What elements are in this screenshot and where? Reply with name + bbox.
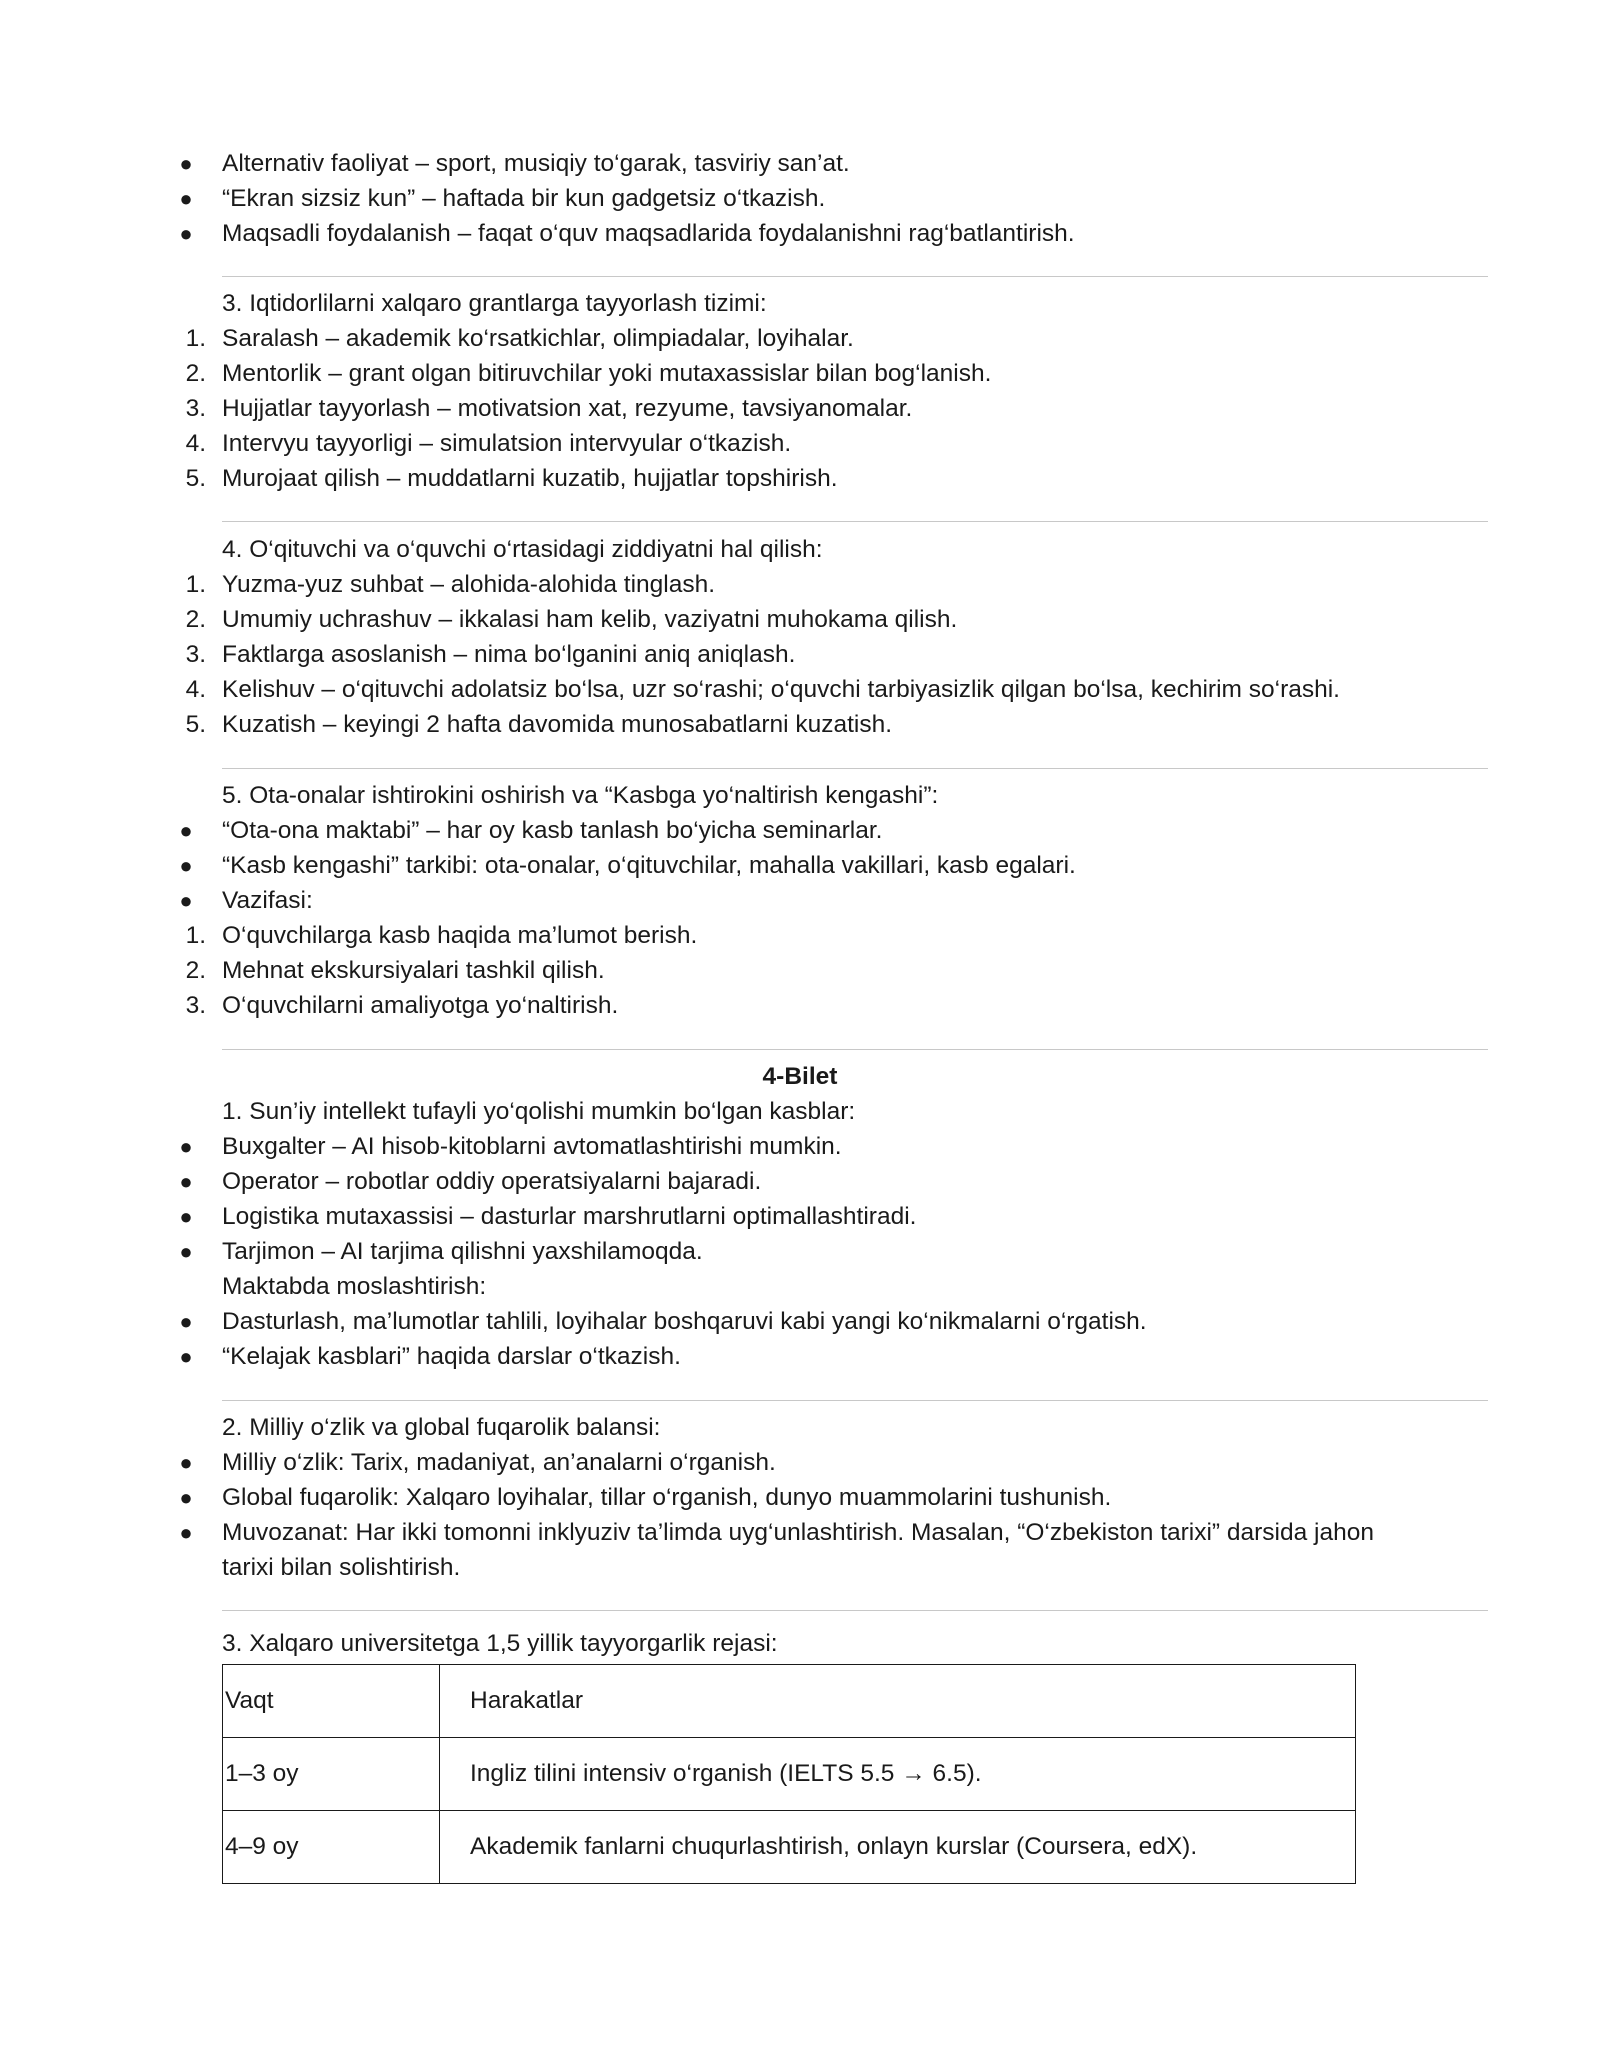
bullet-icon: ● [179,1169,193,1194]
bullet-icon: ● [179,1344,193,1369]
list-item: ● Milliy o‘zlik: Tarix, madaniyat, an’analarni o‘rganish. [0,1445,1600,1480]
divider [222,276,1488,277]
numbered-item: 3. Hujjatlar tayyorlash – motivatsion xat, rezyume, tavsiyanomalar. [185,395,913,422]
bullet-icon: ● [179,853,193,878]
numbered-item: 1. Saralash – akademik ko‘rsatkichlar, olimpiadalar, loyihalar. [185,325,854,352]
list-item: ● Muvozanat: Har ikki tomonni inklyuziv ta’limda uyg‘unlashtirish. Masalan, “O‘zbekiston tarixi” darsida jahon [0,1515,1600,1550]
bullet-icon: ● [179,1450,193,1475]
list-item: ● Alternativ faoliyat – sport, musiqiy to‘garak, tasviriy san’at. [0,146,1600,181]
bullet-icon: ● [179,818,193,843]
section-heading: 3. Iqtidorlilarni xalqaro grantlarga tayyorlash tizimi: [222,290,767,317]
numbered-item: 3. O‘quvchilarni amaliyotga yo‘naltirish. [185,992,619,1019]
numbered-item: 1. O‘quvchilarga kasb haqida ma’lumot berish. [185,922,698,949]
numbered-item: 5. Kuzatish – keyingi 2 hafta davomida munosabatlarni kuzatish. [185,711,893,738]
bullet-icon: ● [179,1485,193,1510]
divider [222,521,1488,522]
table-header-cell: Harakatlar [440,1665,1356,1738]
section-heading: 4. O‘qituvchi va o‘quvchi o‘rtasidagi ziddiyatni hal qilish: [222,536,823,563]
bullet-icon: ● [179,151,193,176]
table-cell: 4–9 oy [223,1811,440,1884]
table-header-cell: Vaqt [223,1665,440,1738]
list-item: ● Tarjimon – AI tarjima qilishni yaxshilamoqda. [0,1234,1600,1269]
numbered-item: 3. Faktlarga asoslanish – nima bo‘lganini aniq aniqlash. [185,641,796,668]
divider [222,1049,1488,1050]
list-item: ● Buxgalter – AI hisob-kitoblarni avtomatlashtirishi mumkin. [0,1129,1600,1164]
table-header-row [223,1665,1356,1738]
subheading: Maktabda moslashtirish: [222,1273,487,1300]
list-item: ● Vazifasi: [0,883,1600,918]
bullet-icon: ● [179,1204,193,1229]
plan-table [222,1664,1356,1884]
divider [222,1610,1488,1611]
divider [222,1400,1488,1401]
numbered-item: 4. Kelishuv – o‘qituvchi adolatsiz bo‘lsa, uzr so‘rashi; o‘quvchi tarbiyasizlik qilgan bo‘lsa, kechirim so‘rashi. [185,676,1340,703]
section-heading: 2. Milliy o‘zlik va global fuqarolik balansi: [222,1414,661,1441]
list-item-continuation: tarixi bilan solishtirish. [222,1554,461,1581]
bullet-icon: ● [179,1309,193,1334]
numbered-item: 2. Mehnat ekskursiyalari tashkil qilish. [185,957,605,984]
table-cell: Ingliz tilini intensiv o‘rganish (IELTS 5.5 → 6.5). [440,1738,1356,1811]
numbered-item: 4. Intervyu tayyorligi – simulatsion intervyular o‘tkazish. [185,430,792,457]
numbered-item: 2. Umumiy uchrashuv – ikkalasi ham kelib, vaziyatni muhokama qilish. [185,606,958,633]
list-item: ● Operator – robotlar oddiy operatsiyalarni bajaradi. [0,1164,1600,1199]
bullet-icon: ● [179,221,193,246]
numbered-item: 1. Yuzma-yuz suhbat – alohida-alohida tinglash. [185,571,716,598]
list-item: ● Dasturlash, ma’lumotlar tahlili, loyihalar boshqaruvi kabi yangi ko‘nikmalarni o‘rgatish. [0,1304,1600,1339]
list-item: ● Logistika mutaxassisi – dasturlar marshrutlarni optimallashtiradi. [0,1199,1600,1234]
bullet-icon: ● [179,186,193,211]
list-item: ● “Ota-ona maktabi” – har oy kasb tanlash bo‘yicha seminarlar. [0,813,1600,848]
table-cell: 1–3 oy [223,1738,440,1811]
table-row [223,1811,1356,1884]
bullet-icon: ● [179,1239,193,1264]
bullet-icon: ● [179,1134,193,1159]
divider [222,768,1488,769]
list-item: ● Global fuqarolik: Xalqaro loyihalar, tillar o‘rganish, dunyo muammolarini tushunish. [0,1480,1600,1515]
table-cell: Akademik fanlarni chuqurlashtirish, onlayn kurslar (Coursera, edX). [440,1811,1356,1884]
list-item: ● “Ekran sizsiz kun” – haftada bir kun gadgetsiz o‘tkazish. [0,181,1600,216]
section-heading: 5. Ota-onalar ishtirokini oshirish va “Kasbga yo‘naltirish kengashi”: [222,782,939,809]
bullet-icon: ● [179,888,193,913]
bullet-icon: ● [179,1520,193,1545]
list-item: ● “Kelajak kasblari” haqida darslar o‘tkazish. [0,1339,1600,1374]
numbered-item: 5. Murojaat qilish – muddatlarni kuzatib, hujjatlar topshirish. [185,465,838,492]
bilet-title: 4-Bilet [762,1063,838,1090]
section-heading: 3. Xalqaro universitetga 1,5 yillik tayyorgarlik rejasi: [222,1630,778,1657]
numbered-item: 2. Mentorlik – grant olgan bitiruvchilar yoki mutaxassislar bilan bog‘lanish. [185,360,992,387]
table-row [223,1738,1356,1811]
section-heading: 1. Sun’iy intellekt tufayli yo‘qolishi mumkin bo‘lgan kasblar: [222,1098,856,1125]
list-item: ● “Kasb kengashi” tarkibi: ota-onalar, o‘qituvchilar, mahalla vakillari, kasb egalari. [0,848,1600,883]
list-item: ● Maqsadli foydalanish – faqat o‘quv maqsadlarida foydalanishni rag‘batlantirish. [0,216,1600,251]
